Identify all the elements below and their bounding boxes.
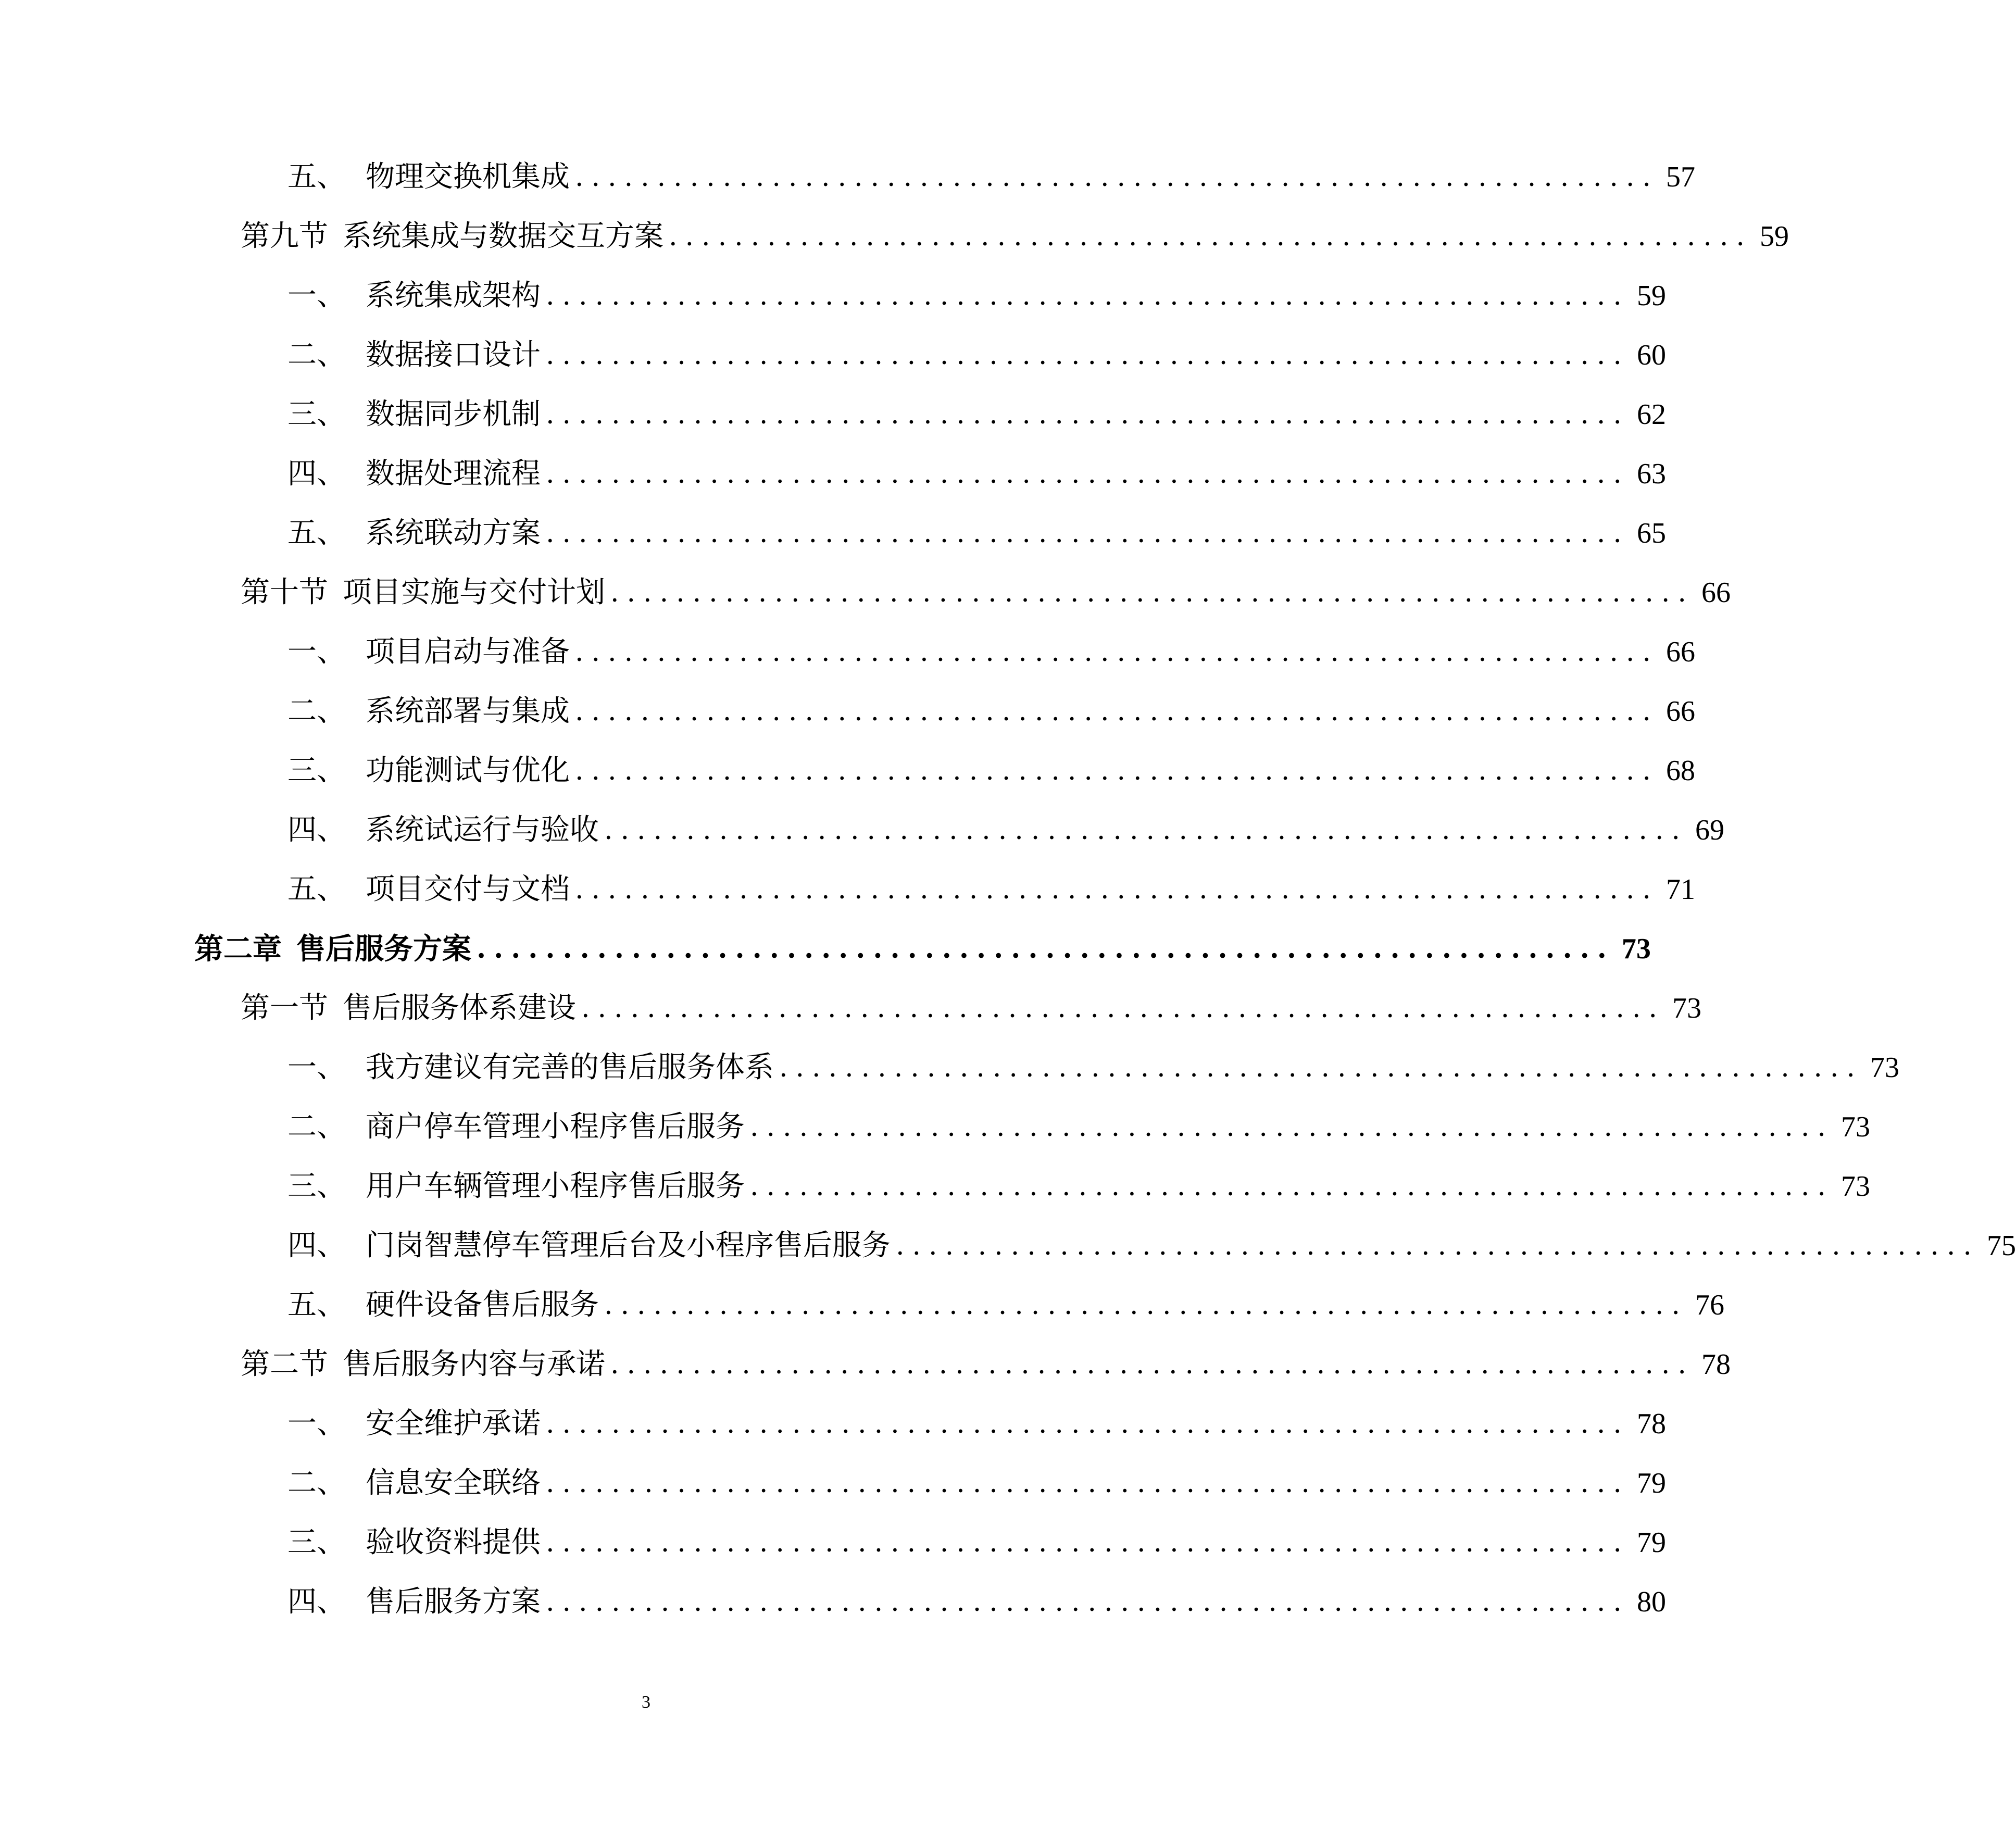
toc-entry[interactable] (287, 809, 1724, 851)
toc-entry[interactable] (287, 1225, 2016, 1267)
toc-entry-title: 门岗智慧停车管理后台及小程序售后服务 (366, 1229, 891, 1262)
toc-entry[interactable] (287, 1522, 1666, 1563)
toc-entry-page: 73 (1840, 1170, 1870, 1203)
toc-entry-page: 66 (1701, 577, 1731, 609)
dot-leader: .................................................................. (610, 577, 1694, 608)
toc-entry-number: 第二章 (194, 932, 282, 966)
toc-entry-page: 80 (1636, 1586, 1666, 1618)
dot-leader: .................................................................. (581, 993, 1665, 1024)
toc-entry-number: 二、 (287, 1110, 346, 1144)
dot-leader: .................................................................. (477, 933, 1614, 965)
toc-entry-title: 系统部署与集成 (366, 694, 570, 728)
dot-leader: .................................................................. (750, 1171, 1834, 1202)
toc-entry-page: 73 (1672, 992, 1701, 1024)
dot-leader: .................................................................. (669, 221, 1752, 252)
toc-entry-number: 二、 (287, 338, 346, 372)
toc-entry-title: 信息安全联络 (366, 1466, 541, 1500)
toc-entry[interactable] (287, 453, 1666, 495)
toc-entry-number: 一、 (287, 635, 346, 669)
toc-entry-number: 一、 (287, 279, 346, 312)
toc-entry-page: 57 (1666, 161, 1695, 193)
toc-entry-number: 五、 (287, 872, 346, 906)
toc-entry-page: 63 (1636, 458, 1666, 490)
toc-entry[interactable] (241, 572, 1731, 614)
toc-entry[interactable] (287, 1462, 1666, 1504)
toc-entry[interactable] (241, 1344, 1731, 1385)
toc-entry-number: 五、 (287, 1288, 346, 1322)
toc-entry-number: 四、 (287, 813, 346, 847)
dot-leader: .................................................................. (546, 399, 1630, 430)
toc-entry-page: 78 (1636, 1408, 1666, 1440)
dot-leader: .................................................................. (575, 755, 1659, 786)
toc-entry-title: 物理交换机集成 (366, 160, 570, 194)
toc-entry-number: 二、 (287, 1466, 346, 1500)
toc-entry-number: 第十节 (241, 575, 328, 609)
dot-leader: .................................................................. (575, 161, 1659, 193)
toc-entry-title: 安全维护承诺 (366, 1407, 541, 1441)
dot-leader: .................................................................. (546, 518, 1630, 549)
toc-entry[interactable] (287, 334, 1666, 376)
dot-leader: .................................................................. (546, 280, 1630, 311)
dot-leader: .................................................................. (604, 1290, 1688, 1321)
toc-entry-chapter[interactable] (194, 928, 1651, 970)
page-number: 3 (642, 1693, 650, 1712)
toc-entry-title: 项目启动与准备 (366, 635, 570, 669)
toc-entry-title: 数据同步机制 (366, 397, 541, 431)
toc-entry[interactable] (287, 394, 1666, 435)
toc-entry-number: 五、 (287, 160, 346, 194)
toc-entry[interactable] (287, 275, 1666, 317)
toc-entry-page: 66 (1666, 695, 1695, 728)
toc-entry-page: 78 (1701, 1348, 1731, 1381)
dot-leader: .................................................................. (896, 1230, 1980, 1261)
toc-entry[interactable] (287, 631, 1695, 673)
toc-entry-page: 73 (1870, 1052, 1899, 1084)
toc-entry-page: 59 (1636, 280, 1666, 312)
toc-entry-title: 商户停车管理小程序售后服务 (366, 1110, 745, 1144)
toc-entry[interactable] (287, 691, 1695, 732)
dot-leader: .................................................................. (546, 1408, 1630, 1440)
toc-entry-page: 59 (1759, 220, 1789, 253)
toc-entry-title: 系统试运行与验收 (366, 813, 599, 847)
toc-entry-title: 售后服务体系建设 (343, 991, 576, 1025)
toc-entry-page: 62 (1636, 398, 1666, 431)
toc-entry-number: 第九节 (241, 219, 328, 253)
dot-leader: .................................................................. (610, 1349, 1694, 1380)
toc-entry[interactable] (287, 156, 1695, 198)
toc-entry[interactable] (241, 987, 1701, 1029)
toc-entry-title: 数据接口设计 (366, 338, 541, 372)
toc-entry-page: 79 (1636, 1467, 1666, 1499)
toc-entry-page: 68 (1666, 755, 1695, 787)
toc-entry-number: 三、 (287, 754, 346, 787)
toc-entry[interactable] (287, 869, 1695, 910)
toc-entry-page: 65 (1636, 517, 1666, 549)
toc-entry-title: 数据处理流程 (366, 457, 541, 491)
toc-entry-title: 用户车辆管理小程序售后服务 (366, 1169, 745, 1203)
toc-entry-title: 售后服务内容与承诺 (343, 1347, 605, 1381)
toc-entry-page: 60 (1636, 339, 1666, 371)
toc-entry-page: 76 (1695, 1289, 1724, 1321)
toc-entry[interactable] (287, 1403, 1666, 1445)
toc-entry-title: 项目交付与文档 (366, 872, 570, 906)
toc-entry-title: 系统联动方案 (366, 516, 541, 550)
toc-entry[interactable] (287, 750, 1695, 792)
toc-entry-page: 69 (1695, 814, 1724, 846)
dot-leader: .................................................................. (575, 874, 1659, 905)
toc-entry-page: 73 (1840, 1111, 1870, 1143)
dot-leader: .................................................................. (546, 340, 1630, 371)
toc-entry-title: 功能测试与优化 (366, 754, 570, 787)
dot-leader: .................................................................. (546, 1527, 1630, 1558)
toc-entry-number: 三、 (287, 1169, 346, 1203)
toc-entry[interactable] (287, 1581, 1666, 1623)
toc-entry-number: 一、 (287, 1050, 346, 1084)
dot-leader: .................................................................. (546, 1586, 1630, 1618)
toc-entry-number: 三、 (287, 1525, 346, 1559)
toc-entry[interactable] (287, 1166, 1870, 1207)
dot-leader: .................................................................. (779, 1052, 1863, 1083)
toc-entry-number: 四、 (287, 1585, 346, 1619)
toc-entry[interactable] (287, 1106, 1870, 1148)
toc-entry-title: 系统集成与数据交互方案 (343, 219, 663, 253)
toc-entry-number: 四、 (287, 1229, 346, 1262)
dot-leader: .................................................................. (546, 458, 1630, 490)
dot-leader: .................................................................. (575, 696, 1659, 727)
toc-entry-title: 售后服务方案 (366, 1585, 541, 1619)
toc-entry-title: 我方建议有完善的售后服务体系 (366, 1050, 774, 1084)
toc-entry-number: 第一节 (241, 991, 328, 1025)
toc-entry-page: 79 (1636, 1526, 1666, 1559)
toc-entry-number: 二、 (287, 694, 346, 728)
toc-entry[interactable] (287, 1047, 1899, 1088)
toc-entry-number: 五、 (287, 516, 346, 550)
toc-entry[interactable] (241, 216, 1789, 257)
toc-entry-page: 66 (1666, 636, 1695, 668)
dot-leader: .................................................................. (575, 636, 1659, 668)
toc-entry-title: 售后服务方案 (296, 932, 471, 966)
toc-entry[interactable] (287, 512, 1666, 554)
toc-entry-number: 第二节 (241, 1347, 328, 1381)
toc-entry-title: 硬件设备售后服务 (366, 1288, 599, 1322)
toc-entry-page: 75 (1986, 1230, 2016, 1262)
toc-entry-title: 系统集成架构 (366, 279, 541, 312)
toc-entry-page: 73 (1621, 933, 1651, 965)
dot-leader: .................................................................. (604, 815, 1688, 846)
toc-entry-page: 71 (1666, 873, 1695, 906)
toc-entry-number: 三、 (287, 397, 346, 431)
toc-entry-title: 项目实施与交付计划 (343, 575, 605, 609)
toc-entry-number: 四、 (287, 457, 346, 491)
dot-leader: .................................................................. (546, 1468, 1630, 1499)
dot-leader: .................................................................. (750, 1111, 1834, 1143)
toc-entry-number: 一、 (287, 1407, 346, 1441)
toc-entry-title: 验收资料提供 (366, 1525, 541, 1559)
toc-entry[interactable] (287, 1284, 1724, 1326)
